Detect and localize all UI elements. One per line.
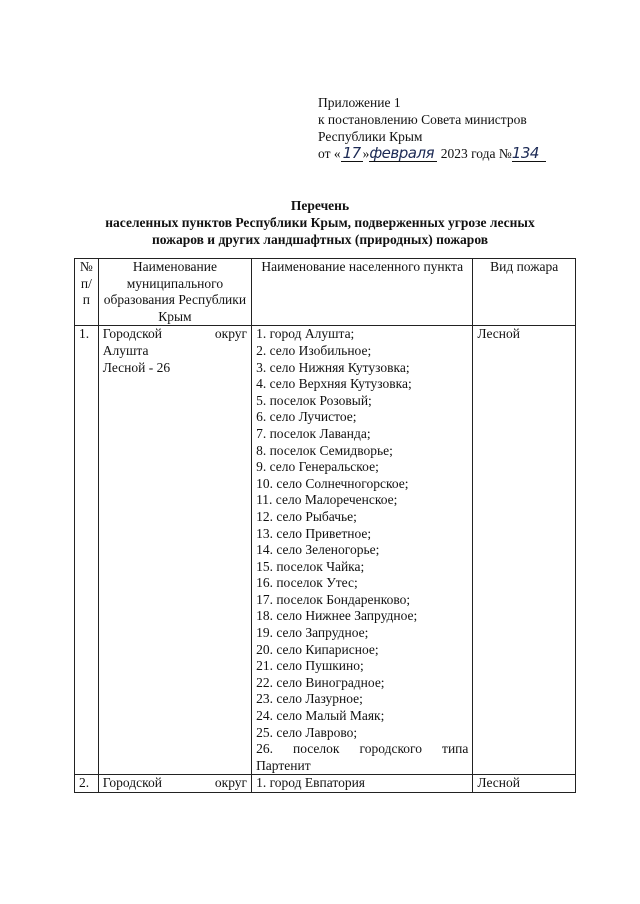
title-line-1: Перечень: [290, 198, 350, 213]
municipality-line-3: Лесной - 26: [102, 359, 171, 375]
date-prefix: от «: [318, 146, 341, 161]
settlement-item: 11. село Малореченское;: [256, 492, 398, 508]
settlement-item: 10. село Солнечногорское;: [256, 475, 409, 491]
header-num: № п/п: [75, 259, 99, 326]
row-municipality: [98, 775, 251, 793]
annex-line-2: к постановлению Совета министров: [318, 112, 527, 127]
last-word-1: 26.: [256, 741, 273, 757]
last-word-3: городского: [359, 741, 423, 757]
settlement-item: 7. поселок Лаванда;: [256, 425, 371, 441]
settlement-item: 21. село Пушкино;: [256, 658, 364, 674]
row-num: 1.: [75, 326, 99, 775]
municipality-line-1: [103, 326, 247, 343]
annex-line-1: Приложение 1: [318, 95, 401, 110]
table-row: [75, 326, 576, 775]
row-settlements: [252, 326, 473, 775]
settlement-item: 25. село Лаврово;: [256, 724, 358, 740]
handwritten-day: 17: [342, 144, 361, 162]
document-title: [60, 197, 580, 248]
settlement-item: 15. поселок Чайка;: [256, 558, 365, 574]
settlement-item: 20. село Кипарисное;: [256, 641, 379, 657]
settlement-item: 14. село Зеленогорье;: [256, 542, 380, 558]
settlement-item: 18. село Нижнее Запрудное;: [256, 608, 418, 624]
settlement-item: 2. село Изобильное;: [256, 342, 372, 358]
municipality-word-1: Городской: [102, 326, 162, 342]
row-fire-type: Лесной: [473, 775, 576, 793]
table-header-row: [75, 259, 576, 326]
row-municipality: [98, 326, 251, 775]
settlement-item-last: [256, 741, 468, 758]
settlement-item: 17. поселок Бондаренково;: [256, 591, 411, 607]
title-line-3: пожаров и других ландшафтных (природных) пожаров: [151, 232, 489, 247]
handwritten-number: 134: [512, 145, 546, 162]
header-fire-type: Вид пожара: [473, 259, 576, 326]
year-text: 2023 года №: [440, 146, 512, 161]
municipality-word-1: Городской: [102, 775, 162, 791]
settlement-item: 1. город Алушта;: [256, 326, 355, 342]
row-settlements: 1. город Евпатория: [252, 775, 473, 793]
row-num: 2.: [75, 775, 99, 793]
settlement-item: 6. село Лучистое;: [256, 409, 357, 425]
row-fire-type: Лесной: [473, 326, 576, 775]
last-word-4: типа: [442, 741, 469, 757]
settlement-item: 8. поселок Семидворье;: [256, 442, 393, 458]
settlement-item: 24. село Малый Маяк;: [256, 708, 385, 724]
municipality-word-2: округ: [214, 326, 248, 342]
settlement-item: 3. село Нижняя Кутузовка;: [256, 359, 410, 375]
settlements-table: [74, 258, 576, 793]
header-settlement: Наименование населенного пункта: [252, 259, 473, 326]
quote-close: »: [362, 146, 370, 161]
settlement-item: 12. село Рыбачье;: [256, 508, 357, 524]
header-municipality: Наименование муниципального образования Республики Крым: [98, 259, 251, 326]
settlement-item: 4. село Верхняя Кутузовка;: [256, 376, 412, 392]
settlement-item: 5. поселок Розовый;: [256, 392, 372, 408]
table-row: [75, 775, 576, 793]
municipality-word-2: округ: [214, 775, 248, 791]
annex-line-3: Республики Крым: [318, 129, 423, 144]
municipality-line-2: Алушта: [102, 342, 149, 358]
settlement-item: 13. село Приветное;: [256, 525, 372, 541]
settlement-item: 23. село Лазурное;: [256, 691, 363, 707]
settlement-item-last-line-2: Партенит: [256, 757, 311, 773]
settlement-item: 9. село Генеральское;: [256, 459, 379, 475]
last-word-2: поселок: [292, 741, 340, 757]
handwritten-month: февраля: [369, 145, 437, 162]
annex-header: [318, 94, 546, 162]
municipality-line-1: [103, 775, 247, 792]
title-line-2: населенных пунктов Республики Крым, подверженных угрозе лесных: [105, 215, 535, 230]
settlement-item: 22. село Виноградное;: [256, 674, 385, 690]
settlement-list: [256, 326, 468, 741]
annex-date-line: [318, 145, 546, 162]
settlement-item: 19. село Запрудное;: [256, 625, 369, 641]
settlement-item: 16. поселок Утес;: [256, 575, 358, 591]
